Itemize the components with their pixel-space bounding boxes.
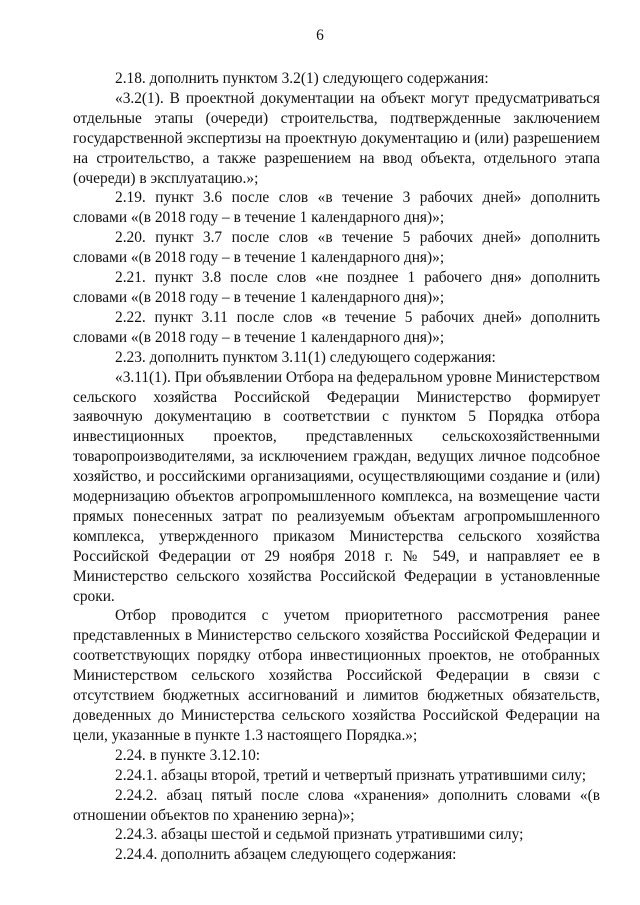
paragraph-selection-priority: Отбор проводится с учетом приоритетного рассмотрения ранее представленных в Министерство сельского хозяйства Российской Федерации и соответствующих порядку отбора инвестиционных проектов, не отобранных Министерством сельского хозяйства Российской Федерации в связи с отсутствием бюджетных ассигнований и лимитов бюджетных обязательств, доведенных до Министерства сельского хозяйства Российской Федерации на цели, указанные в пункте 1.3 настоящего Порядка.»; [73, 607, 600, 744]
paragraph-3-2-1-quote: «3.2(1). В проектной документации на объект могут предусматриваться отдельные этапы (очереди) строительства, подтвержденные заключением государственной экспертизы на проектную документацию и (или) разрешением на строительство, а также разрешением на ввод объекта, отдельного этапа (очереди) в эксплуатацию.»; [73, 89, 600, 187]
paragraph-2-20: 2.20. пункт 3.7 после слов «в течение 5 рабочих дней» дополнить словами «(в 2018 году – в течение 1 календарного дня)»; [73, 229, 600, 267]
page-number: 6 [316, 27, 324, 44]
paragraph-2-24-3: 2.24.3. абзацы шестой и седьмой признать утратившими силу; [115, 826, 524, 844]
paragraph-2-18: 2.18. дополнить пунктом 3.2(1) следующего содержания: [115, 70, 489, 87]
paragraph-2-22: 2.22. пункт 3.11 после слов «в течение 5 рабочих дней» дополнить словами «(в 2018 году – в течение 1 календарного дня)»; [73, 308, 600, 346]
paragraph-2-19: 2.19. пункт 3.6 после слов «в течение 3 рабочих дней» дополнить словами «(в 2018 году – в течение 1 календарного дня)»; [73, 189, 600, 227]
paragraph-2-24-1: 2.24.1. абзацы второй, третий и четвертый признать утратившими силу; [115, 766, 587, 784]
paragraph-2-23: 2.23. дополнить пунктом 3.11(1) следующего содержания: [115, 348, 496, 366]
paragraph-2-24: 2.24. в пункте 3.12.10: [115, 746, 261, 764]
document-body [73, 69, 600, 865]
paragraph-3-11-1-quote: «3.11(1). При объявлении Отбора на федеральном уровне Министерством сельского хозяйства Российской Федерации Министерство формирует заявочную документацию в соответствии с пунктом 5 Порядка отбора инвестиционных проектов, представленных сельскохозяйственными товаропроизводителями, за исключением граждан, ведущих личное подсобное хозяйство, и российскими организациями, осуществляющими создание и (или) модернизацию объектов агропромышленного комплекса, на возмещение части прямых понесенных затрат по реализуемым объектам агропромышленного комплекса, утвержденного приказом Министерства сельского хозяйства Российской Федерации от 29 ноября 2018 г. № 549, и направляет ее в Министерство сельского хозяйства Российской Федерации в установленные сроки. [73, 368, 601, 605]
paragraph-2-21: 2.21. пункт 3.8 после слов «не позднее 1 рабочего дня» дополнить словами «(в 2018 году – в течение 1 календарного дня)»; [73, 269, 600, 306]
paragraph-2-24-4: 2.24.4. дополнить абзацем следующего содержания: [115, 846, 457, 864]
paragraph-2-24-2: 2.24.2. абзац пятый после слова «хранения» дополнить словами «(в отношении объектов по хранению зерна)»; [73, 786, 600, 824]
